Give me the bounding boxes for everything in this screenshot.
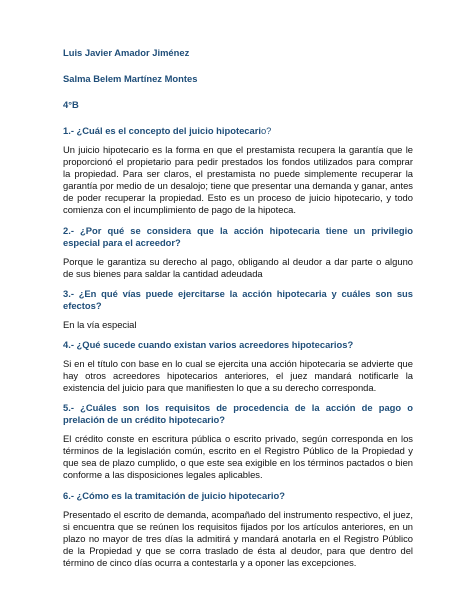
answer-3: En la vía especial (63, 318, 137, 330)
answer-2: Porque le garantiza su derecho al pago, obligando al deudor a dar parte o alguno de sus bienes para saldar la cantidad adeudada (63, 255, 413, 279)
question-6: 6.- ¿Cómo es la tramitación de juicio hipotecario? (63, 489, 285, 501)
document-content (63, 47, 413, 577)
answer-5: El crédito conste en escritura pública o escrito privado, según corresponda en los términos de la legislación común, escrito en el Registro Público de la Propiedad y que sea de plazo cumplido, o que este sea exigible en los términos pactados o bien conforme a las disposiciones legales aplicables. (63, 433, 413, 481)
student-name-2: Salma Belem Martínez Montes (63, 73, 198, 84)
answer-4: Si en el título con base en lo cual se ejercita una acción hipotecaria se advierte que hay otros acreedores hipotecarios anteriores, el juez mandará notificarle la existencia del juicio para que manifiesten lo que a su derecho corresponda. (63, 357, 413, 394)
question-1-text: 1.- ¿Cuál es el concepto del juicio hipotecari (63, 125, 261, 136)
question-2: 2.- ¿Por qué se considera que la acción hipotecaria tiene un privilegio especial para el acreedor? (63, 224, 413, 248)
question-3: 3.- ¿En qué vías puede ejercitarse la acción hipotecaria y cuáles son sus efectos? (63, 287, 413, 311)
question-1-tail: o? (260, 125, 272, 136)
group-label: 4°B (63, 99, 79, 110)
answer-6: Presentado el escrito de demanda, acompañado del instrumento respectivo, el juez, si encuentra que se reúnen los requisitos fijados por los artículos anteriores, en un plazo no mayor de tres días la admitirá y mandará anotarla en el Registro Público de la Propiedad y que se corra traslado de ésta al deudor, para que dentro del término de cinco días ocurra a contestarla y a oponer las excepciones. (63, 508, 413, 568)
question-5: 5.- ¿Cuáles son los requisitos de procedencia de la acción de pago o prelación de un crédito hipotecario? (63, 402, 413, 426)
question-1 (63, 125, 413, 137)
answer-1: Un juicio hipotecario es la forma en que el prestamista recupera la garantía que le proporcionó el propietario para pedir prestados los fondos utilizados para comprar la propiedad. Para ser claros, el prestamista no puede simplemente recuperar la garantía por medio de un desalojo; tiene que presentar una demanda y ganar, antes de poder recuperar la propiedad. Esto es un proceso de juicio hipotecario, y todo comienza con el incumplimiento de pago de la hipoteca. (63, 144, 413, 216)
question-4: 4.- ¿Qué sucede cuando existan varios acreedores hipotecarios? (63, 338, 354, 350)
student-name-1: Luis Javier Amador Jiménez (63, 47, 190, 58)
